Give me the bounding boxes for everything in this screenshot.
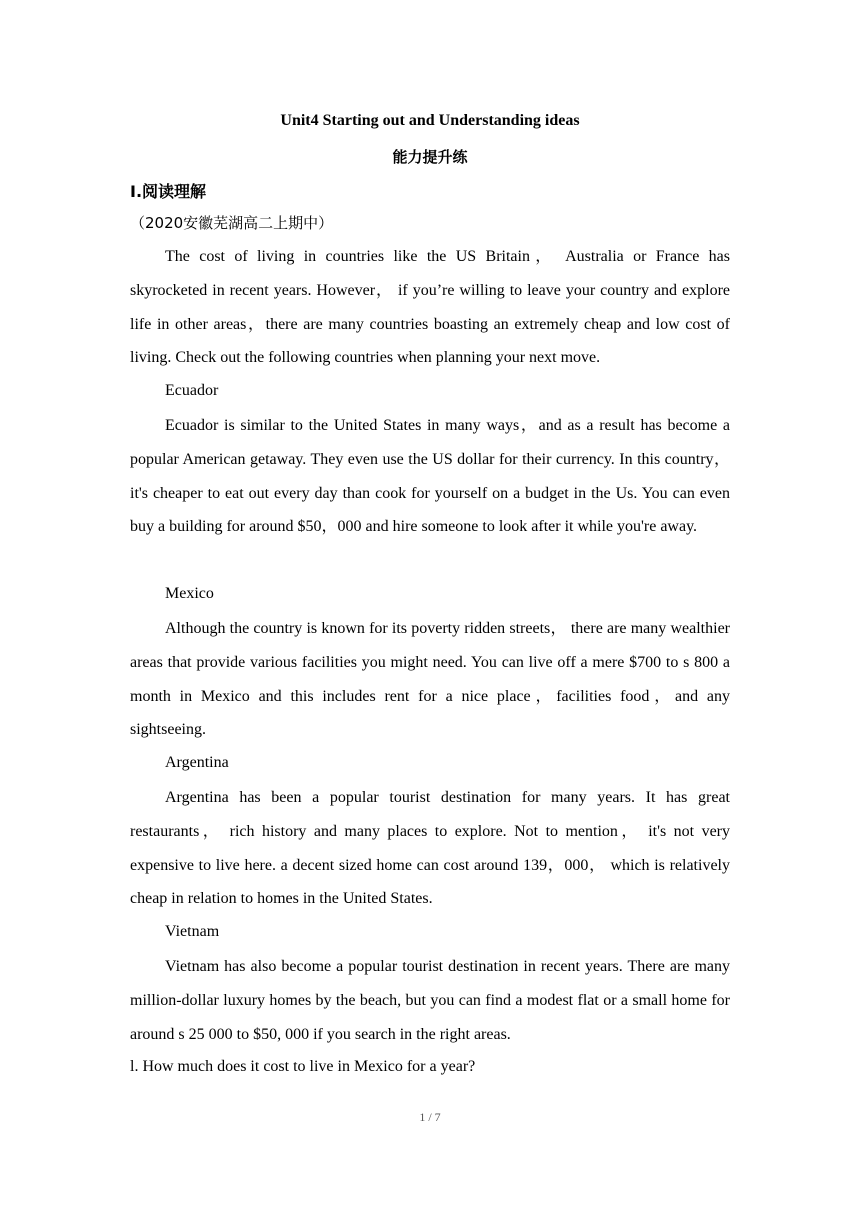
document-subtitle: 能力提升练 (392, 148, 468, 166)
question-1: l. How much does it cost to live in Mexico for a year? (130, 1058, 476, 1075)
country-heading-ecuador: Ecuador (165, 382, 219, 399)
intro-paragraph: The cost of living in countries like the US Britain， Australia or France has skyrocketed in recent years. However， if you’re willing to leave your country and explore life in other areas，there are many countries boasting an extremely cheap and low cost of living. Check out the following countries when planning your next move. (130, 248, 730, 367)
paragraph-ecuador: Ecuador is similar to the United States in many ways，and as a result has become a popular American getaway. They even use the US dollar for their currency. In this country，it's cheaper to eat out every day than cook for yourself on a budget in the Us. You can even buy a building for around $50，000 and hire someone to look after it while you're away. (130, 417, 730, 536)
country-heading-vietnam: Vietnam (165, 923, 220, 940)
source-note: （2020安徽芜湖高二上期中） (130, 214, 334, 232)
section-heading: Ⅰ.阅读理解 (130, 182, 207, 201)
country-heading-argentina: Argentina (165, 754, 229, 771)
document-title: Unit4 Starting out and Understanding ideas (280, 112, 580, 129)
page-number: 1 / 7 (419, 1110, 441, 1124)
paragraph-vietnam: Vietnam has also become a popular tourist destination in recent years. There are many million-dollar luxury homes by the beach, but you can find a modest flat or a small home for around s 25 000 to $50, 000 if you search in the right areas. (130, 958, 730, 1043)
country-heading-mexico: Mexico (165, 585, 214, 602)
paragraph-argentina: Argentina has been a popular tourist destination for many years. It has great restaurants， rich history and many places to explore. Not to mention， it's not very expensive to live here. a decent sized home can cost around 139，000， which is relatively cheap in relation to homes in the United States. (130, 789, 730, 908)
paragraph-mexico: Although the country is known for its poverty ridden streets， there are many wealthier areas that provide various facilities you might need. You can live off a mere $700 to s 800 a month in Mexico and this includes rent for a nice place，facilities food，and any sightseeing. (130, 620, 730, 739)
